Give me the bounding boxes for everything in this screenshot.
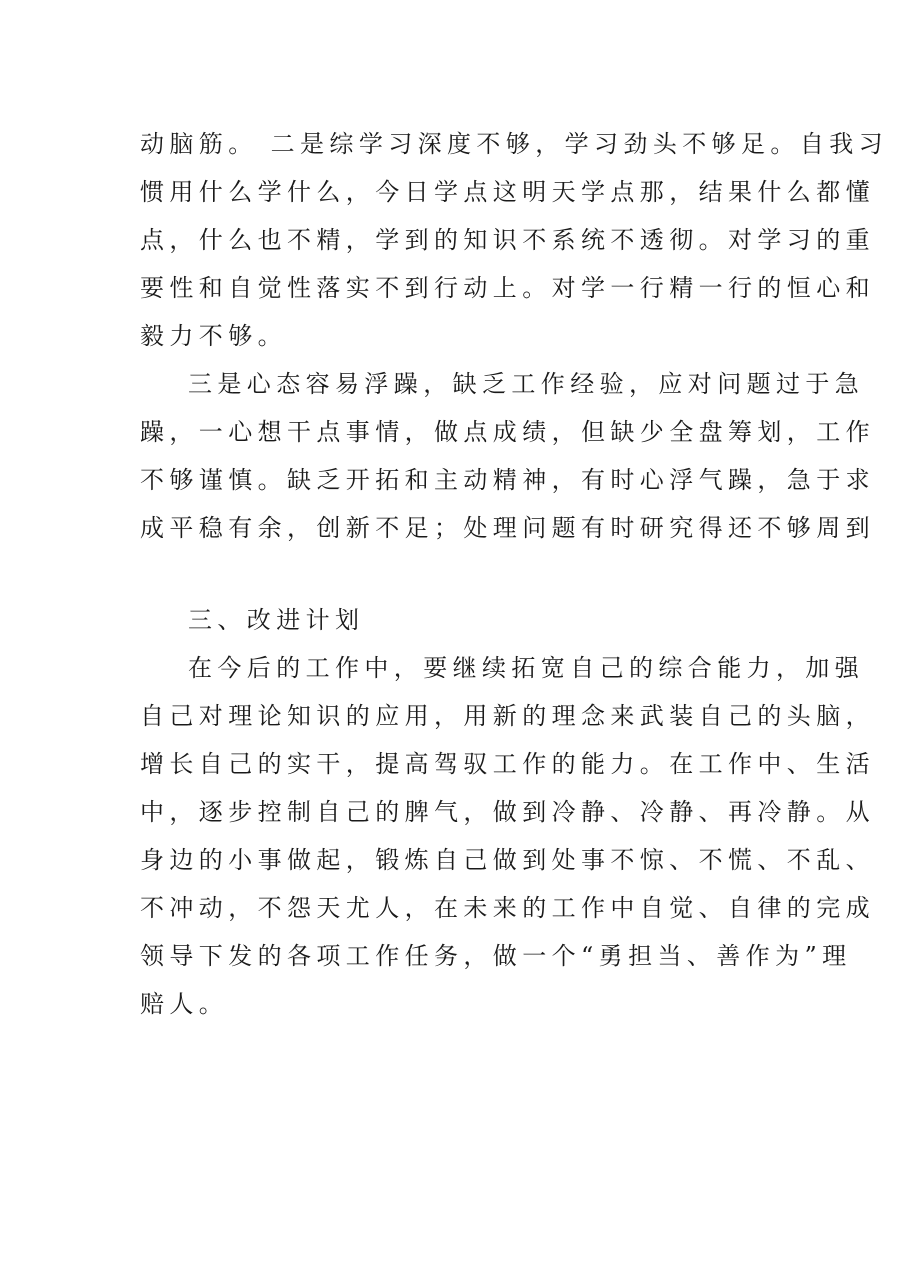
text-line: 三是心态容易浮躁，缺乏工作经验，应对问题过于急 [188,370,865,398]
text-line: 不冲动，不怨天尤人，在未来的工作中自觉、自律的完成 [140,894,875,922]
text-line: 动脑筋。 二是综学习深度不够，学习劲头不够足。自我习 [140,130,889,158]
text-line: 增长自己的实干，提高驾驭工作的能力。在工作中、生活 [140,750,875,778]
text-line: 惯用什么学什么，今日学点这明天学点那，结果什么都懂 [140,178,875,206]
text-line: 点，什么也不精，学到的知识不系统不透彻。对学习的重 [140,226,875,254]
text-line: 中，逐步控制自己的脾气，做到冷静、冷静、再冷静。从 [140,798,875,826]
text-line: 成平稳有余，创新不足；处理问题有时研究得还不够周到 [140,514,875,542]
text-line: 不够谨慎。缺乏开拓和主动精神，有时心浮气躁，急于求 [140,466,875,494]
text-line: 赔人。 [140,990,229,1018]
section-heading: 三、改进计划 [188,606,365,634]
text-line: 躁，一心想干点事情，做点成绩，但缺少全盘筹划，工作 [140,418,875,446]
text-line: 身边的小事做起，锻炼自己做到处事不惊、不慌、不乱、 [140,846,875,874]
text-line: 毅力不够。 [140,322,287,350]
text-line: 领导下发的各项工作任务，做一个“勇担当、善作为”理 [140,942,852,970]
text-line: 自己对理论知识的应用，用新的理念来武装自己的头脑， [140,702,875,730]
text-line: 在今后的工作中，要继续拓宽自己的综合能力，加强 [188,654,865,682]
text-line: 要性和自觉性落实不到行动上。对学一行精一行的恒心和 [140,274,875,302]
